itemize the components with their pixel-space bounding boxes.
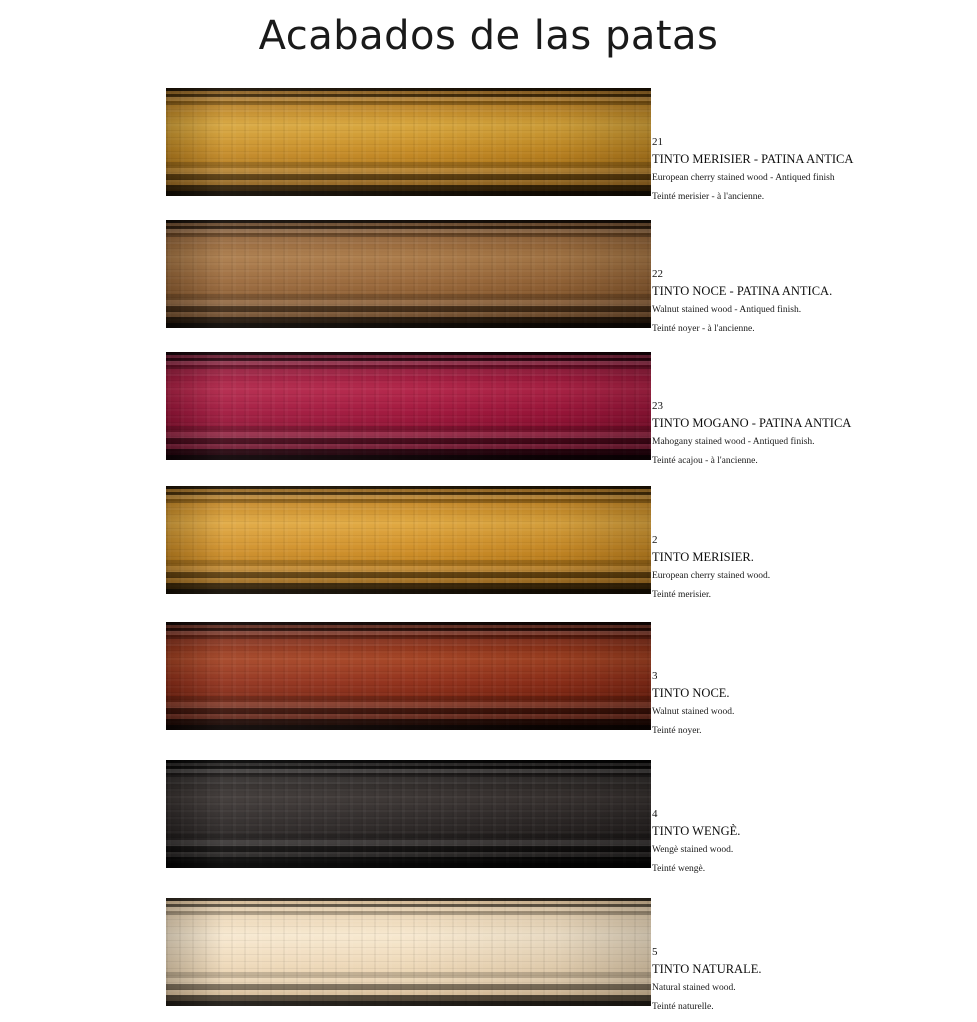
finish-description-en: Mahogany stained wood - Antiqued finish. — [652, 436, 815, 447]
finish-info — [652, 946, 952, 1014]
finish-description-en: Natural stained wood. — [652, 982, 736, 993]
finish-row — [0, 220, 977, 344]
page-title: Acabados de las patas — [258, 13, 719, 59]
finish-description-en: European cherry stained wood. — [652, 570, 771, 581]
finish-swatch — [166, 486, 651, 594]
finish-name: TINTO MOGANO - PATINA ANTICA — [652, 415, 852, 430]
finish-info — [652, 136, 952, 204]
finish-row — [0, 622, 977, 746]
finish-name: TINTO NATURALE. — [652, 961, 762, 976]
finish-swatch — [166, 352, 651, 460]
finish-swatch — [166, 760, 651, 868]
swatch-sheen — [166, 88, 651, 196]
finish-row — [0, 88, 977, 212]
swatch-sheen — [166, 352, 651, 460]
finish-swatch — [166, 622, 651, 730]
finish-swatch — [166, 88, 651, 196]
finish-code: 23 — [652, 400, 663, 412]
finish-info — [652, 670, 952, 738]
finish-code: 22 — [652, 268, 663, 280]
finish-description-fr: Teinté naturelle. — [652, 1001, 714, 1012]
finish-name: TINTO WENGÈ. — [652, 823, 741, 838]
finish-description-fr: Teinté acajou - à l'ancienne. — [652, 455, 758, 466]
finish-swatch — [166, 220, 651, 328]
finish-code: 21 — [652, 136, 663, 148]
finish-name: TINTO MERISIER - PATINA ANTICA — [652, 151, 854, 166]
finish-name: TINTO NOCE - PATINA ANTICA. — [652, 283, 833, 298]
finish-code: 4 — [652, 808, 658, 820]
finish-row — [0, 898, 977, 1022]
finish-swatch — [166, 898, 651, 1006]
finish-info — [652, 808, 952, 876]
finish-row — [0, 760, 977, 884]
finish-code: 5 — [652, 946, 658, 958]
finish-description-en: Wengè stained wood. — [652, 844, 734, 855]
finish-row — [0, 352, 977, 476]
finish-code: 3 — [652, 670, 658, 682]
finish-description-fr: Teinté merisier - à l'ancienne. — [652, 191, 765, 202]
finish-name: TINTO MERISIER. — [652, 549, 754, 564]
swatch-sheen — [166, 760, 651, 868]
finish-description-fr: Teinté wengè. — [652, 863, 706, 874]
finish-info — [652, 268, 952, 336]
finish-description-fr: Teinté merisier. — [652, 589, 711, 600]
finish-name: TINTO NOCE. — [652, 685, 730, 700]
swatch-sheen — [166, 220, 651, 328]
finish-row — [0, 486, 977, 610]
finish-description-fr: Teinté noyer. — [652, 725, 702, 736]
finish-info — [652, 400, 952, 468]
swatch-sheen — [166, 622, 651, 730]
finish-info — [652, 534, 952, 602]
finish-code: 2 — [652, 534, 658, 546]
finish-description-en: European cherry stained wood - Antiqued finish — [652, 172, 835, 183]
finish-description-fr: Teinté noyer - à l'ancienne. — [652, 323, 755, 334]
finish-description-en: Walnut stained wood - Antiqued finish. — [652, 304, 802, 315]
finish-description-en: Walnut stained wood. — [652, 706, 735, 717]
swatch-sheen — [166, 486, 651, 594]
swatch-sheen — [166, 898, 651, 1006]
